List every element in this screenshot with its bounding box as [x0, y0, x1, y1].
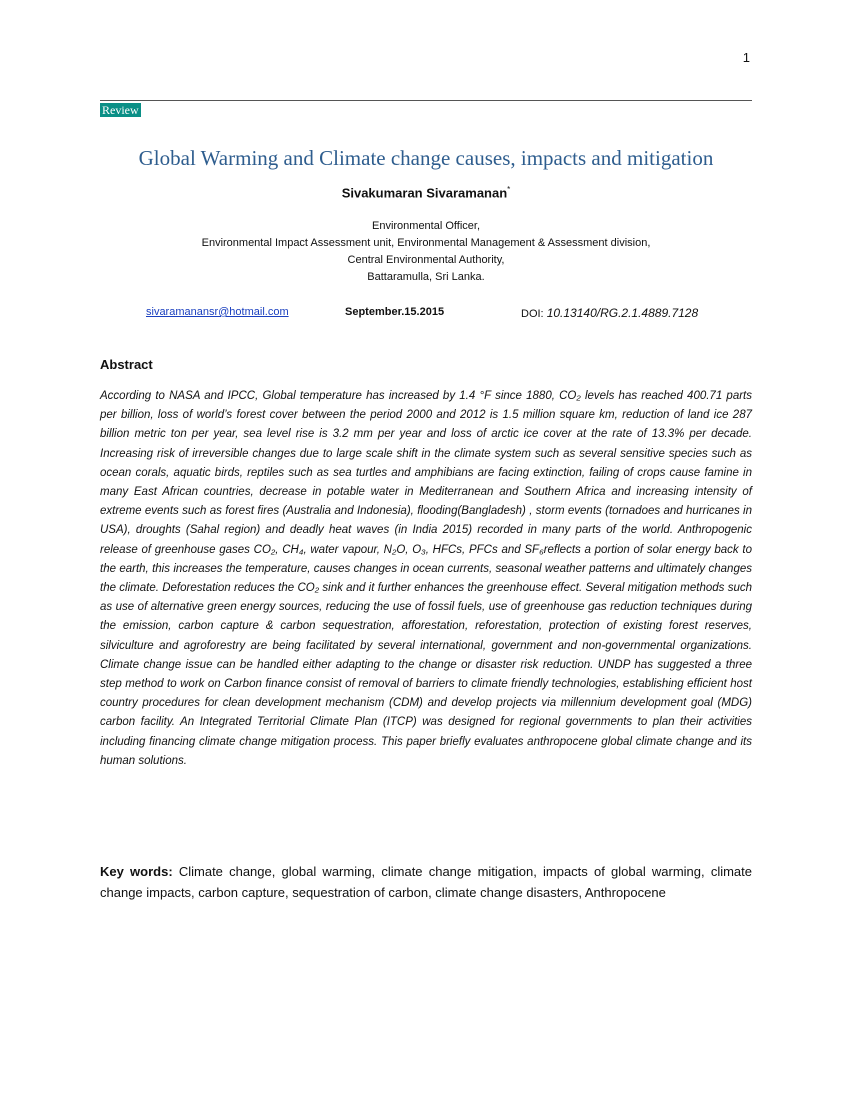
doi-label: DOI: — [521, 308, 544, 320]
author-marker: * — [507, 185, 511, 194]
keywords-label: Key words: — [100, 864, 173, 879]
doi — [521, 306, 698, 320]
abstract-text: According to NASA and IPCC, Global temperature has increased by 1.4 °F since 1880, CO₂ levels has reached 400.71 parts per billion, loss of world’s forest cover between the period 2000 and 2012 is 1.5 million square km, reduction of land ice 287 billion metric ton per year, sea level rise is 3.2 mm per year and loss of arctic ice cover at the rate of 13.3% per decade. Increasing risk of irreversible changes due to large scale shift in the climate system such as several sensitive species such as ocean corals, aquatic birds, reptiles such as sea turtles and amphibians are facing extinction, failing of crops cause famine in many East African countries, decrease in potable water in Mediterranean and Southern Africa and increasing intensity of extreme events such as forest fires (Australia and Indonesia), flooding(Bangladesh) , storm events (tornadoes and hurricanes in USA), droughts (Sahal region) and deadly heat waves (in India 2015) recorded in many parts of the world. Anthropogenic release of greenhouse gases CO₂, CH₄, water vapour, N₂O, O₃, HFCs, PFCs and SF₆reflects a portion of solar energy back to the earth, this increases the temperature, causes changes in ocean currents, seasonal weather patterns and ultimately changes the climate. Deforestation reduces the CO₂ sink and it further enhances the greenhouse effect. Several mitigation methods such as use of alternative green energy sources, reducing the use of fossil fuels, use of greenhouse gas reduction techniques during the emission, carbon capture & carbon sequestration, afforestation, reforestation, protection of existing forest reserves, silviculture and agroforestry are being facilitated by several international, government and non-governmental organizations. Climate change issue can be handled either adapting to the change or disaster risk reduction. UNDP has suggested a three step method to work on Carbon finance consist of removal of barriers to climate friendly technologies, establishing efficient host country procedures for clean development mechanism (CDM) and develop projects via millennium development goal (MDG) carbon facility. An Integrated Territorial Climate Plan (ITCP) was designed for regional governments to plan their activities including financing climate change mitigation process. This paper briefly evaluates anthropocene global climate change and its human solutions. — [100, 390, 752, 767]
affiliation-line: Environmental Officer, — [371, 220, 480, 232]
keywords — [100, 861, 752, 903]
affiliation-line: Environmental Impact Assessment unit, Environmental Management & Assessment division, — [201, 237, 651, 249]
author-email-link[interactable]: sivaramanansr@hotmail.com — [146, 306, 289, 318]
page-number: 1 — [742, 50, 750, 65]
doi-value: 10.13140/RG.2.1.4889.7128 — [546, 306, 699, 320]
author-name: Sivakumaran Sivaramanan — [341, 185, 508, 201]
header-rule — [100, 100, 752, 101]
keywords-text: Climate change, global warming, climate change mitigation, impacts of global warming, climate change impacts, carbon capture, sequestration of carbon, climate change disasters, Anthropocene — [100, 864, 752, 900]
publication-date: September.15.2015 — [345, 306, 445, 318]
abstract-body — [100, 387, 752, 771]
paper-title: Global Warming and Climate change causes, impacts and mitigation — [138, 146, 714, 170]
affiliation-line: Central Environmental Authority, — [347, 254, 505, 266]
affiliation-line: Battaramulla, Sri Lanka. — [367, 271, 485, 283]
affiliation-block — [100, 218, 752, 286]
article-type-badge: Review — [102, 103, 139, 117]
author-line — [100, 185, 752, 200]
abstract-heading: Abstract — [100, 357, 153, 372]
